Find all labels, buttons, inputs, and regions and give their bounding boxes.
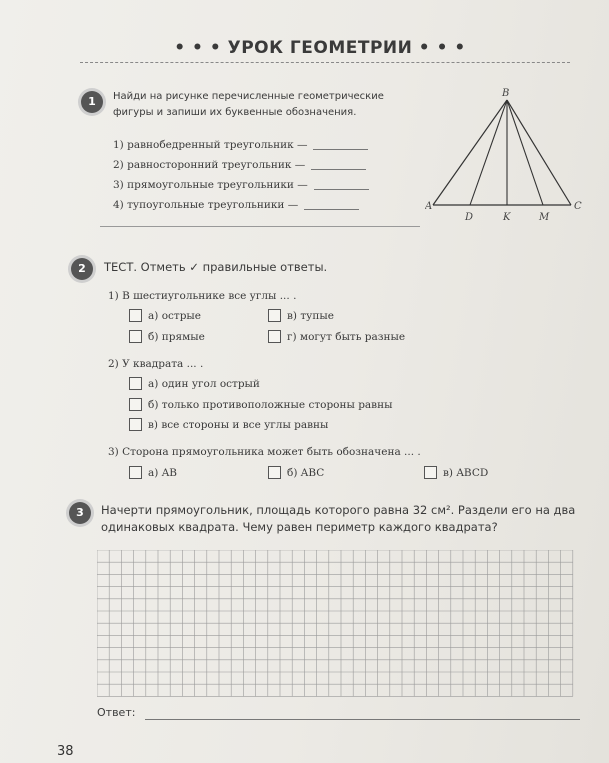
answer-blank[interactable] [313,149,368,150]
q2-option-v[interactable]: в) все стороны и все углы равны [129,418,328,431]
task-1-text-line1: Найди на рисунке перечисленные геометрические [113,91,384,102]
checkbox[interactable] [129,330,142,343]
drawing-grid[interactable] [97,550,584,698]
task-1-badge: 1 [81,91,103,113]
q3-option-a[interactable]: а) AB [129,466,177,479]
task-1-text-line2: фигуры и запиши их буквенные обозначения. [113,107,357,118]
answer-line[interactable] [145,719,580,720]
checkbox[interactable] [268,309,281,322]
checkbox[interactable] [129,418,142,431]
task-1-item-2: 2) равносторонний треугольник — [113,159,366,171]
label-m: M [539,212,550,223]
q3-option-b[interactable]: б) ABC [268,466,324,479]
checkbox[interactable] [424,466,437,479]
label-k: K [503,212,511,223]
title-divider [80,62,570,63]
checkbox[interactable] [129,398,142,411]
answer-blank[interactable] [304,209,359,210]
task-1-item-4: 4) тупоугольные треугольники — [113,199,359,211]
q2-question: 2) У квадрата ... . [108,358,204,370]
task-1-item-3: 3) прямоугольные треугольники — [113,179,369,191]
q2-option-b[interactable]: б) только противоположные стороны равны [129,398,392,411]
page-number: 38 [57,744,74,759]
task-2-heading: ТЕСТ. Отметь ✓ правильные ответы. [104,260,328,274]
task-3-badge: 3 [69,502,91,524]
q1-question: 1) В шестиугольнике все углы ... . [108,290,297,302]
extra-answer-line[interactable] [100,226,420,227]
label-b: B [502,88,510,99]
checkbox[interactable] [268,466,281,479]
answer-label: Ответ: [97,706,136,719]
task-3-text-line1: Начерти прямоугольник, площадь которого равна 32 см². Раздели его на два [101,503,576,517]
triangle-figure [425,85,585,230]
checkbox[interactable] [129,377,142,390]
q2-option-a[interactable]: а) один угол острый [129,377,260,390]
task-1-item-1: 1) равнобедренный треугольник — [113,139,368,151]
label-a: A [425,201,433,212]
page-title: • • • УРОК ГЕОМЕТРИИ • • • [174,38,466,58]
task-3-text-line2: одинаковых квадрата. Чему равен периметр каждого квадрата? [101,520,498,534]
label-d: D [465,212,474,223]
checkbox[interactable] [129,466,142,479]
answer-blank[interactable] [314,189,369,190]
q1-option-v[interactable]: в) тупые [268,309,334,322]
q3-option-v[interactable]: в) ABCD [424,466,488,479]
checkbox[interactable] [129,309,142,322]
checkbox[interactable] [268,330,281,343]
q1-option-g[interactable]: г) могут быть разные [268,330,405,343]
q3-question: 3) Сторона прямоугольника может быть обозначена ... . [108,446,421,458]
q1-option-a[interactable]: а) острые [129,309,201,322]
q1-option-b[interactable]: б) прямые [129,330,205,343]
label-c: C [574,201,582,212]
task-2-badge: 2 [71,258,93,280]
answer-blank[interactable] [311,169,366,170]
